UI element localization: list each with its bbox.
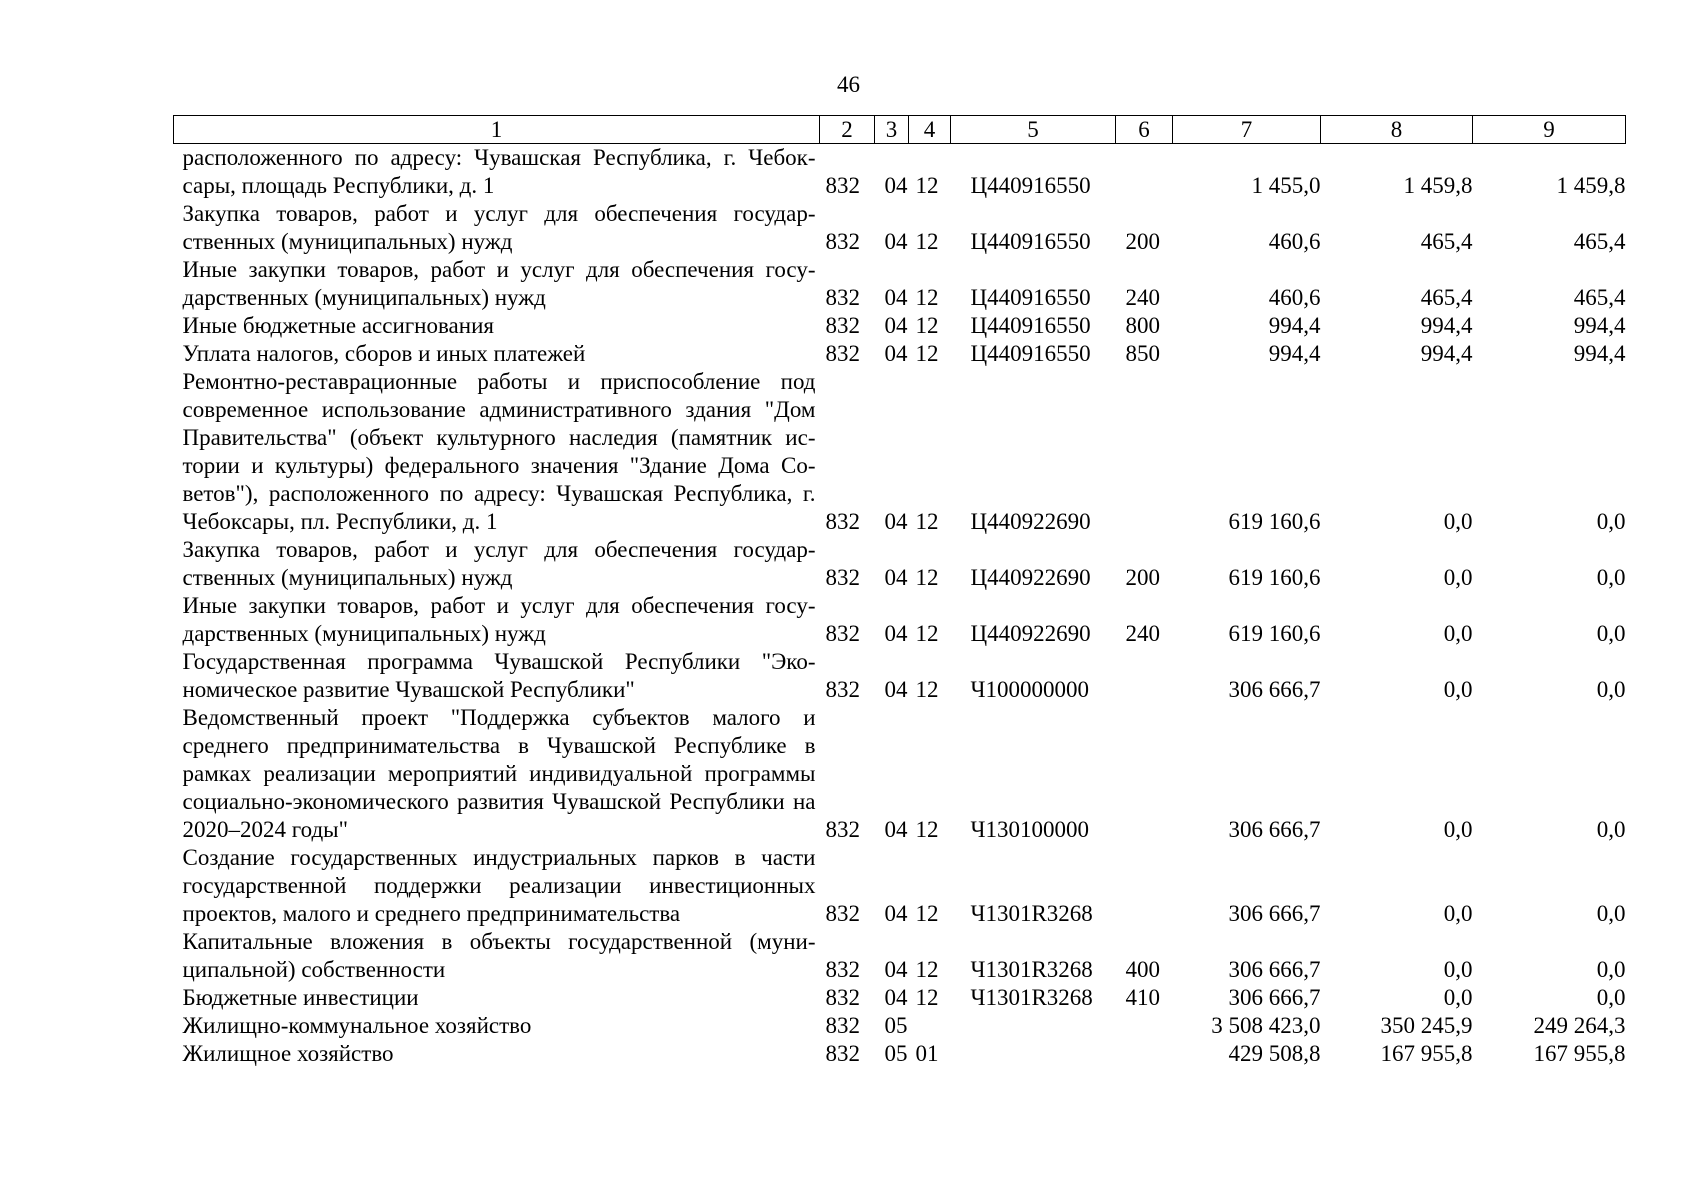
subsection-code: 12	[915, 341, 939, 366]
target-article-code: Ц440916550	[970, 341, 1091, 366]
ministry-code: 832	[825, 313, 860, 338]
section-code: 04	[884, 621, 908, 646]
column-header: 4	[909, 116, 951, 144]
amount-col7: 306 666,7	[1228, 985, 1321, 1010]
amount-col7: 1 455,0	[1251, 173, 1321, 198]
ministry-code: 832	[825, 229, 860, 254]
section-code: 04	[884, 901, 908, 926]
item-name: Закупка товаров, работ и услуг для обеспечения государственных (муниципальных) нужд	[182, 537, 816, 590]
amount-col9: 0,0	[1596, 677, 1626, 702]
expense-type-code	[1116, 368, 1173, 536]
amount-col8: 167 955,8	[1380, 1041, 1473, 1066]
section-code: 04	[884, 985, 908, 1010]
amount-col9: 465,4	[1573, 285, 1626, 310]
subsection-code: 12	[915, 985, 939, 1010]
amount-col9: 249 264,3	[1533, 1013, 1626, 1038]
ministry-code: 832	[825, 1041, 860, 1066]
subsection-code: 12	[915, 285, 939, 310]
expense-type-code: 200	[1125, 565, 1160, 590]
amount-col8: 350 245,9	[1380, 1013, 1473, 1038]
expense-type-code	[1116, 1012, 1173, 1040]
target-article-code: Ц440922690	[970, 621, 1091, 646]
amount-col9: 0,0	[1596, 985, 1626, 1010]
item-name: Государственная программа Чувашской Республики "Экономическое развитие Чувашской Республики"	[182, 649, 816, 702]
target-article-code: Ч100000000	[970, 677, 1089, 702]
section-code: 05	[884, 1041, 908, 1066]
table-row	[174, 1040, 1626, 1068]
amount-col9: 0,0	[1596, 817, 1626, 842]
ministry-code: 832	[825, 173, 860, 198]
item-name: Иные закупки товаров, работ и услуг для обеспечения государственных (муниципальных) нужд	[182, 257, 816, 310]
item-name: Ремонтно-реставрационные работы и приспособление под современное использование административного здания "Дом Правительства" (объект культурного наследия (памятник истории и культуры) федерального значения "Здание Дома Советов"), расположенного по адресу: Чувашская Республика, г. Чебоксары, пл. Республики, д. 1	[182, 369, 816, 534]
table-header-row	[174, 116, 1626, 144]
subsection-code: 12	[915, 173, 939, 198]
amount-col9: 994,4	[1573, 341, 1626, 366]
item-name: Капитальные вложения в объекты государственной (муниципальной) собственности	[182, 929, 816, 982]
amount-col8: 0,0	[1443, 677, 1473, 702]
item-name: Создание государственных индустриальных парков в части государственной поддержки реализации инвестиционных проектов, малого и среднего предпринимательства	[182, 845, 816, 926]
amount-col7: 460,6	[1268, 285, 1321, 310]
subsection-code: 12	[915, 957, 939, 982]
amount-col8: 994,4	[1420, 341, 1473, 366]
amount-col7: 460,6	[1268, 229, 1321, 254]
amount-col9: 0,0	[1596, 621, 1626, 646]
amount-col8: 0,0	[1443, 957, 1473, 982]
subsection-code: 12	[915, 621, 939, 646]
table-row	[174, 340, 1626, 368]
target-article-code: Ц440916550	[970, 313, 1091, 338]
table-row	[174, 704, 1626, 844]
amount-col7: 619 160,6	[1228, 565, 1321, 590]
amount-col8: 0,0	[1443, 901, 1473, 926]
item-name: Жилищно-коммунальное хозяйство	[182, 1013, 532, 1038]
amount-col9: 167 955,8	[1533, 1041, 1626, 1066]
subsection-code: 12	[915, 313, 939, 338]
table-row	[174, 312, 1626, 340]
amount-col9: 0,0	[1596, 509, 1626, 534]
amount-col7: 619 160,6	[1228, 509, 1321, 534]
table-row	[174, 648, 1626, 704]
target-article-code: Ц440922690	[970, 565, 1091, 590]
target-article-code	[951, 1012, 1116, 1040]
column-header: 1	[174, 116, 820, 144]
ministry-code: 832	[825, 901, 860, 926]
amount-col8: 0,0	[1443, 565, 1473, 590]
item-name: Иные закупки товаров, работ и услуг для обеспечения государственных (муниципальных) нужд	[182, 593, 816, 646]
item-name: Жилищное хозяйство	[182, 1041, 394, 1066]
ministry-code: 832	[825, 285, 860, 310]
item-name: Ведомственный проект "Поддержка субъектов малого и среднего предпринимательства в Чувашской Республике в рамках реализации мероприятий индивидуальной программы социально-экономического развития Чувашской Республики на 2020–2024 годы"	[182, 705, 816, 842]
amount-col8: 465,4	[1420, 285, 1473, 310]
ministry-code: 832	[825, 509, 860, 534]
amount-col7: 306 666,7	[1228, 901, 1321, 926]
ministry-code: 832	[825, 957, 860, 982]
expense-type-code: 240	[1125, 285, 1160, 310]
target-article-code: Ч1301R3268	[970, 957, 1093, 982]
amount-col7: 994,4	[1268, 313, 1321, 338]
expense-type-code: 800	[1125, 313, 1160, 338]
table-row	[174, 144, 1626, 201]
subsection-code: 12	[915, 509, 939, 534]
amount-col7: 306 666,7	[1228, 817, 1321, 842]
page-number: 46	[837, 72, 860, 97]
amount-col9: 0,0	[1596, 901, 1626, 926]
item-name: Иные бюджетные ассигнования	[182, 313, 494, 338]
target-article-code: Ц440916550	[970, 229, 1091, 254]
item-name: Уплата налогов, сборов и иных платежей	[182, 341, 586, 366]
amount-col7: 3 508 423,0	[1211, 1013, 1321, 1038]
ministry-code: 832	[825, 565, 860, 590]
expense-type-code: 240	[1125, 621, 1160, 646]
section-code: 04	[884, 565, 908, 590]
amount-col9: 994,4	[1573, 313, 1626, 338]
target-article-code: Ц440916550	[970, 173, 1091, 198]
column-header: 6	[1116, 116, 1173, 144]
amount-col8: 1 459,8	[1403, 173, 1473, 198]
budget-table	[173, 115, 1626, 1068]
subsection-code: 01	[915, 1041, 939, 1066]
expense-type-code	[1116, 1040, 1173, 1068]
section-code: 04	[884, 313, 908, 338]
amount-col7: 994,4	[1268, 341, 1321, 366]
table-row	[174, 256, 1626, 312]
table-row	[174, 844, 1626, 928]
amount-col7: 619 160,6	[1228, 621, 1321, 646]
section-code: 05	[884, 1013, 908, 1038]
target-article-code	[951, 1040, 1116, 1068]
ministry-code: 832	[825, 341, 860, 366]
table-row	[174, 1012, 1626, 1040]
table-body	[174, 144, 1626, 1069]
table-row	[174, 928, 1626, 984]
amount-col9: 1 459,8	[1556, 173, 1626, 198]
subsection-code: 12	[915, 677, 939, 702]
amount-col7: 429 508,8	[1228, 1041, 1321, 1066]
column-header: 2	[820, 116, 875, 144]
expense-type-code	[1116, 704, 1173, 844]
amount-col8: 0,0	[1443, 621, 1473, 646]
subsection-code: 12	[915, 817, 939, 842]
amount-col9: 0,0	[1596, 957, 1626, 982]
ministry-code: 832	[825, 677, 860, 702]
section-code: 04	[884, 285, 908, 310]
expense-type-code	[1116, 144, 1173, 201]
ministry-code: 832	[825, 1013, 860, 1038]
section-code: 04	[884, 229, 908, 254]
item-name: Закупка товаров, работ и услуг для обеспечения государственных (муниципальных) нужд	[182, 201, 816, 254]
table-row	[174, 200, 1626, 256]
column-header: 8	[1321, 116, 1473, 144]
target-article-code: Ч1301R3268	[970, 901, 1093, 926]
subsection-code: 12	[915, 901, 939, 926]
subsection-code: 12	[915, 229, 939, 254]
amount-col8: 0,0	[1443, 985, 1473, 1010]
amount-col8: 994,4	[1420, 313, 1473, 338]
amount-col8: 0,0	[1443, 817, 1473, 842]
section-code: 04	[884, 173, 908, 198]
expense-type-code	[1116, 648, 1173, 704]
amount-col9: 465,4	[1573, 229, 1626, 254]
ministry-code: 832	[825, 985, 860, 1010]
table-row	[174, 592, 1626, 648]
amount-col8: 465,4	[1420, 229, 1473, 254]
target-article-code: Ц440916550	[970, 285, 1091, 310]
item-name: расположенного по адресу: Чувашская Республика, г. Чебоксары, площадь Республики, д. 1	[182, 145, 816, 198]
ministry-code: 832	[825, 817, 860, 842]
ministry-code: 832	[825, 621, 860, 646]
expense-type-code: 200	[1125, 229, 1160, 254]
column-header: 9	[1473, 116, 1626, 144]
item-name: Бюджетные инвестиции	[182, 985, 419, 1010]
expense-type-code: 410	[1125, 985, 1160, 1010]
section-code: 04	[884, 957, 908, 982]
amount-col8: 0,0	[1443, 509, 1473, 534]
expense-type-code: 400	[1125, 957, 1160, 982]
table-row	[174, 368, 1626, 536]
column-header: 5	[951, 116, 1116, 144]
amount-col7: 306 666,7	[1228, 957, 1321, 982]
target-article-code: Ч1301R3268	[970, 985, 1093, 1010]
amount-col9: 0,0	[1596, 565, 1626, 590]
column-header: 3	[875, 116, 909, 144]
column-header: 7	[1173, 116, 1321, 144]
target-article-code: Ч130100000	[970, 817, 1089, 842]
subsection-code: 12	[915, 565, 939, 590]
target-article-code: Ц440922690	[970, 509, 1091, 534]
table-row	[174, 536, 1626, 592]
section-code: 04	[884, 677, 908, 702]
section-code: 04	[884, 341, 908, 366]
amount-col7: 306 666,7	[1228, 677, 1321, 702]
subsection-code	[909, 1012, 951, 1040]
table-row	[174, 984, 1626, 1012]
section-code: 04	[884, 817, 908, 842]
expense-type-code	[1116, 844, 1173, 928]
expense-type-code: 850	[1125, 341, 1160, 366]
section-code: 04	[884, 509, 908, 534]
